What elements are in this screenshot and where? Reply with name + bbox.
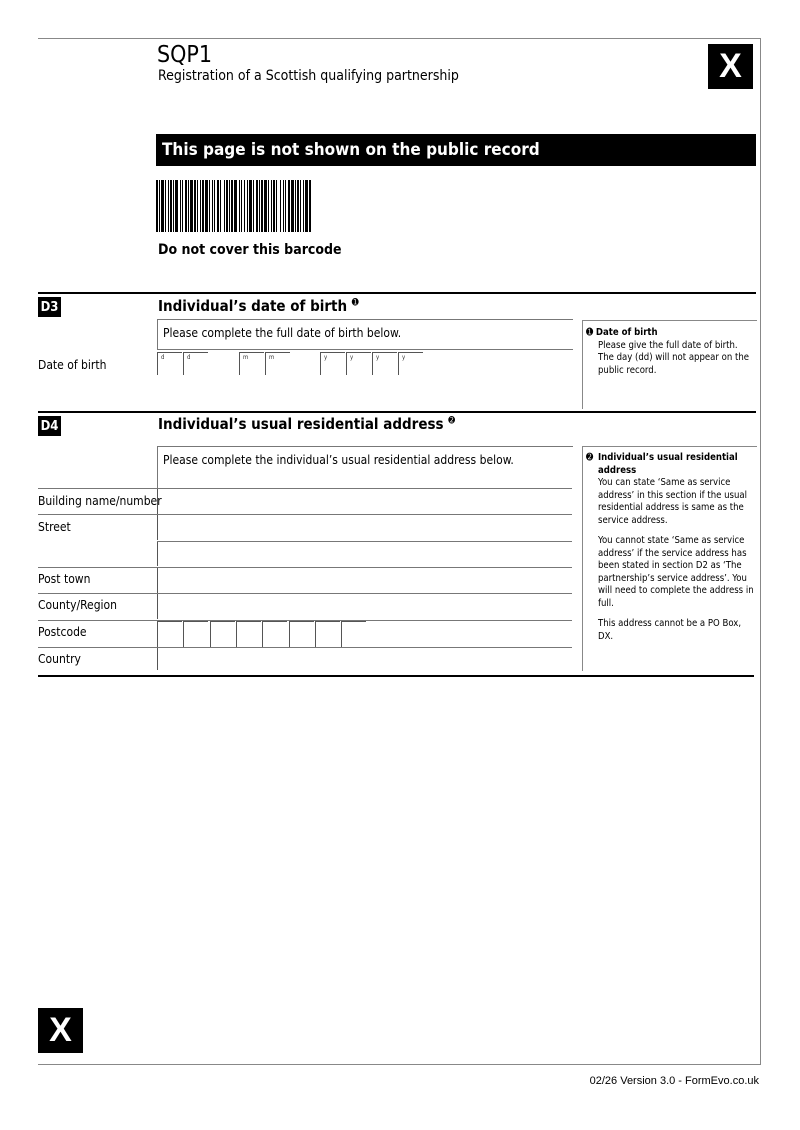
dob-cell[interactable] bbox=[398, 352, 423, 375]
barcode-bar bbox=[311, 180, 312, 232]
right-border bbox=[760, 38, 761, 1065]
dob-cell[interactable] bbox=[372, 352, 397, 375]
dob-cell-hint: y bbox=[402, 354, 406, 361]
street-label: Street bbox=[38, 520, 71, 534]
postcode-cell[interactable] bbox=[262, 621, 287, 647]
country-input[interactable] bbox=[157, 648, 573, 670]
d4-help-marker: ➋ bbox=[586, 452, 594, 463]
form-code: SQP1 bbox=[157, 42, 213, 68]
postcode-cell[interactable] bbox=[210, 621, 235, 647]
post-town-input[interactable] bbox=[157, 568, 573, 593]
postcode-cell[interactable] bbox=[157, 621, 182, 647]
dob-cell[interactable] bbox=[183, 352, 208, 375]
d3-section-title bbox=[158, 297, 359, 315]
postcode-cell[interactable] bbox=[236, 621, 261, 647]
x-mark-top: X bbox=[708, 44, 753, 89]
version-footer: 02/26 Version 3.0 - FormEvo.co.uk bbox=[589, 1075, 759, 1087]
d3-help-heading bbox=[586, 327, 754, 340]
dob-cell-hint: m bbox=[243, 354, 249, 361]
street-input-2[interactable] bbox=[157, 542, 573, 566]
dob-cell[interactable] bbox=[320, 352, 345, 375]
d4-help-p3: This address cannot be a PO Box, DX. bbox=[598, 618, 742, 642]
d4-help-p2: You cannot state ‘Same as service address’ if the service address has been stated in section D2 as ‘The partnership’s service address’. You will need to complete the address in full. bbox=[598, 535, 754, 609]
d3-top-rule bbox=[38, 292, 756, 294]
post-town-label: Post town bbox=[38, 572, 91, 586]
bottom-border bbox=[38, 1064, 761, 1065]
dob-cell-hint: m bbox=[269, 354, 275, 361]
dob-cell[interactable] bbox=[346, 352, 371, 375]
county-input[interactable] bbox=[157, 594, 573, 619]
d4-help-title: Individual’s usual residential address bbox=[598, 452, 738, 476]
dob-cell[interactable] bbox=[157, 352, 182, 375]
postcode-cell[interactable] bbox=[341, 621, 366, 647]
d3-help-text: Please give the full date of birth. The day (dd) will not appear on the public record. bbox=[598, 339, 750, 376]
d3-instruction: Please complete the full date of birth below. bbox=[163, 326, 402, 340]
barcode-note: Do not cover this barcode bbox=[158, 242, 342, 258]
dob-cell-hint: y bbox=[350, 354, 354, 361]
d4-help-p1: You can state ‘Same as service address’ in this section if the usual residential address is same as the service address. bbox=[598, 477, 748, 526]
form-title: Registration of a Scottish qualifying partnership bbox=[158, 68, 459, 84]
street-input-1[interactable] bbox=[157, 515, 573, 540]
d4-title-text: Individual’s usual residential address bbox=[158, 415, 444, 433]
county-label: County/Region bbox=[38, 598, 117, 612]
dob-cell-hint: y bbox=[376, 354, 380, 361]
building-input[interactable] bbox=[157, 489, 573, 514]
dob-cell-hint: y bbox=[324, 354, 328, 361]
dob-cell[interactable] bbox=[239, 352, 264, 375]
d4-top-rule bbox=[38, 411, 756, 413]
barcode-image bbox=[156, 180, 436, 232]
dob-cell-hint: d bbox=[161, 354, 165, 361]
top-border bbox=[38, 38, 761, 39]
d3-note-marker: ➊ bbox=[351, 298, 359, 308]
postcode-cell[interactable] bbox=[315, 621, 340, 647]
country-label: Country bbox=[38, 652, 81, 666]
d4-note-marker: ➋ bbox=[448, 416, 456, 426]
d4-instruction: Please complete the individual’s usual residential address below. bbox=[163, 453, 514, 467]
d4-bottom-rule bbox=[38, 675, 754, 677]
building-label: Building name/number bbox=[38, 494, 162, 508]
d4-section-title bbox=[158, 415, 455, 433]
d4-section-tag: D4 bbox=[38, 416, 61, 436]
postcode-cell[interactable] bbox=[183, 621, 208, 647]
dob-label: Date of birth bbox=[38, 358, 107, 372]
d3-title-text: Individual’s date of birth bbox=[158, 297, 348, 315]
d4-help bbox=[586, 452, 756, 643]
d3-help bbox=[586, 327, 754, 377]
postcode-cell[interactable] bbox=[289, 621, 314, 647]
dob-cell-hint: d bbox=[187, 354, 191, 361]
public-record-banner: This page is not shown on the public record bbox=[156, 134, 756, 166]
dob-cell[interactable] bbox=[265, 352, 290, 375]
d3-section-tag: D3 bbox=[38, 297, 61, 317]
d3-help-title: Date of birth bbox=[595, 327, 658, 338]
d4-help-heading bbox=[586, 452, 756, 477]
postcode-label: Postcode bbox=[38, 625, 87, 639]
d3-help-marker: ➊ bbox=[586, 327, 594, 338]
x-mark-bottom: X bbox=[38, 1008, 83, 1053]
